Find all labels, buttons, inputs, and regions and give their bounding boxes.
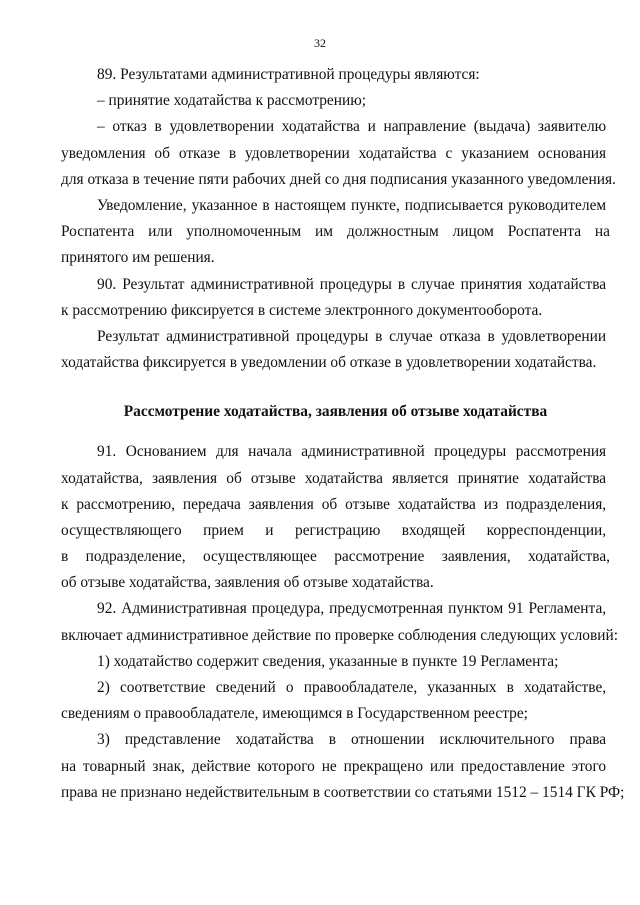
document-body xyxy=(61,62,625,806)
paragraph-89-item-a: – принятие ходатайства к рассмотрению; xyxy=(97,92,367,110)
paragraph-notice-line2: Роспатента или уполномоченным им должностным лицом Роспатента на xyxy=(61,223,610,241)
section-heading: Рассмотрение ходатайства, заявления об отзыве ходатайства xyxy=(123,403,548,421)
page-number: 32 xyxy=(314,36,326,50)
paragraph-89-item-b-line1: – отказ в удовлетворении ходатайства и направление (выдача) заявителю xyxy=(97,118,607,136)
paragraph-89-title: 89. Результатами административной процедуры являются: xyxy=(97,66,480,83)
paragraph-91-line5: в подразделение, осуществляющее рассмотрение заявления, ходатайства, xyxy=(61,548,610,566)
paragraph-91-line2: ходатайства, заявления об отзыве ходатайства является принятие ходатайства xyxy=(61,469,607,487)
condition-3-line2: на товарный знак, действие которого не прекращено или предоставление этого xyxy=(61,757,607,775)
paragraph-89-item-b-line2: уведомления об отказе в удовлетворении ходатайства с указанием основания xyxy=(61,144,607,162)
condition-3-line1: 3) представление ходатайства в отношении исключительного права xyxy=(97,731,607,749)
paragraph-92-line2: включает административное действие по проверке соблюдения следующих условий: xyxy=(61,626,618,644)
paragraph-92-line1: 92. Административная процедура, предусмотренная пунктом 91 Регламента, xyxy=(97,600,607,618)
paragraph-91-line1: 91. Основанием для начала административной процедуры рассмотрения xyxy=(97,443,607,461)
paragraph-90-line2: к рассмотрению фиксируется в системе электронного документооборота. xyxy=(61,301,543,319)
condition-1: 1) ходатайство содержит сведения, указанные в пункте 19 Регламента; xyxy=(97,652,559,670)
paragraph-90b-line1: Результат административной процедуры в случае отказа в удовлетворении xyxy=(97,327,607,345)
paragraph-90-line1: 90. Результат административной процедуры в случае принятия ходатайства xyxy=(97,275,607,293)
paragraph-91-line4: осуществляющего прием и регистрацию входящей корреспонденции, xyxy=(61,521,607,539)
paragraph-91-line6: об отзыве ходатайства, заявления об отзыве ходатайства. xyxy=(61,574,434,592)
paragraph-notice-line3: принятого им решения. xyxy=(61,249,215,267)
condition-2-line1: 2) соответствие сведений о правообладателе, указанных в ходатайстве, xyxy=(97,679,607,697)
condition-3-line3: права не признано недействительным в соответствии со статьями 1512 – 1514 ГК РФ; xyxy=(61,783,625,801)
paragraph-89-item-b-line3: для отказа в течение пяти рабочих дней со дня подписания указанного уведомления. xyxy=(61,170,616,188)
paragraph-91-line3: к рассмотрению, передача заявления об отзыве ходатайства из подразделения, xyxy=(61,495,607,513)
condition-2-line2: сведениям о правообладателе, имеющимся в Государственном реестре; xyxy=(61,705,528,723)
paragraph-notice-line1: Уведомление, указанное в настоящем пункте, подписывается руководителем xyxy=(97,196,607,214)
paragraph-90b-line2: ходатайства фиксируется в уведомлении об отказе в удовлетворении ходатайства. xyxy=(61,354,597,372)
